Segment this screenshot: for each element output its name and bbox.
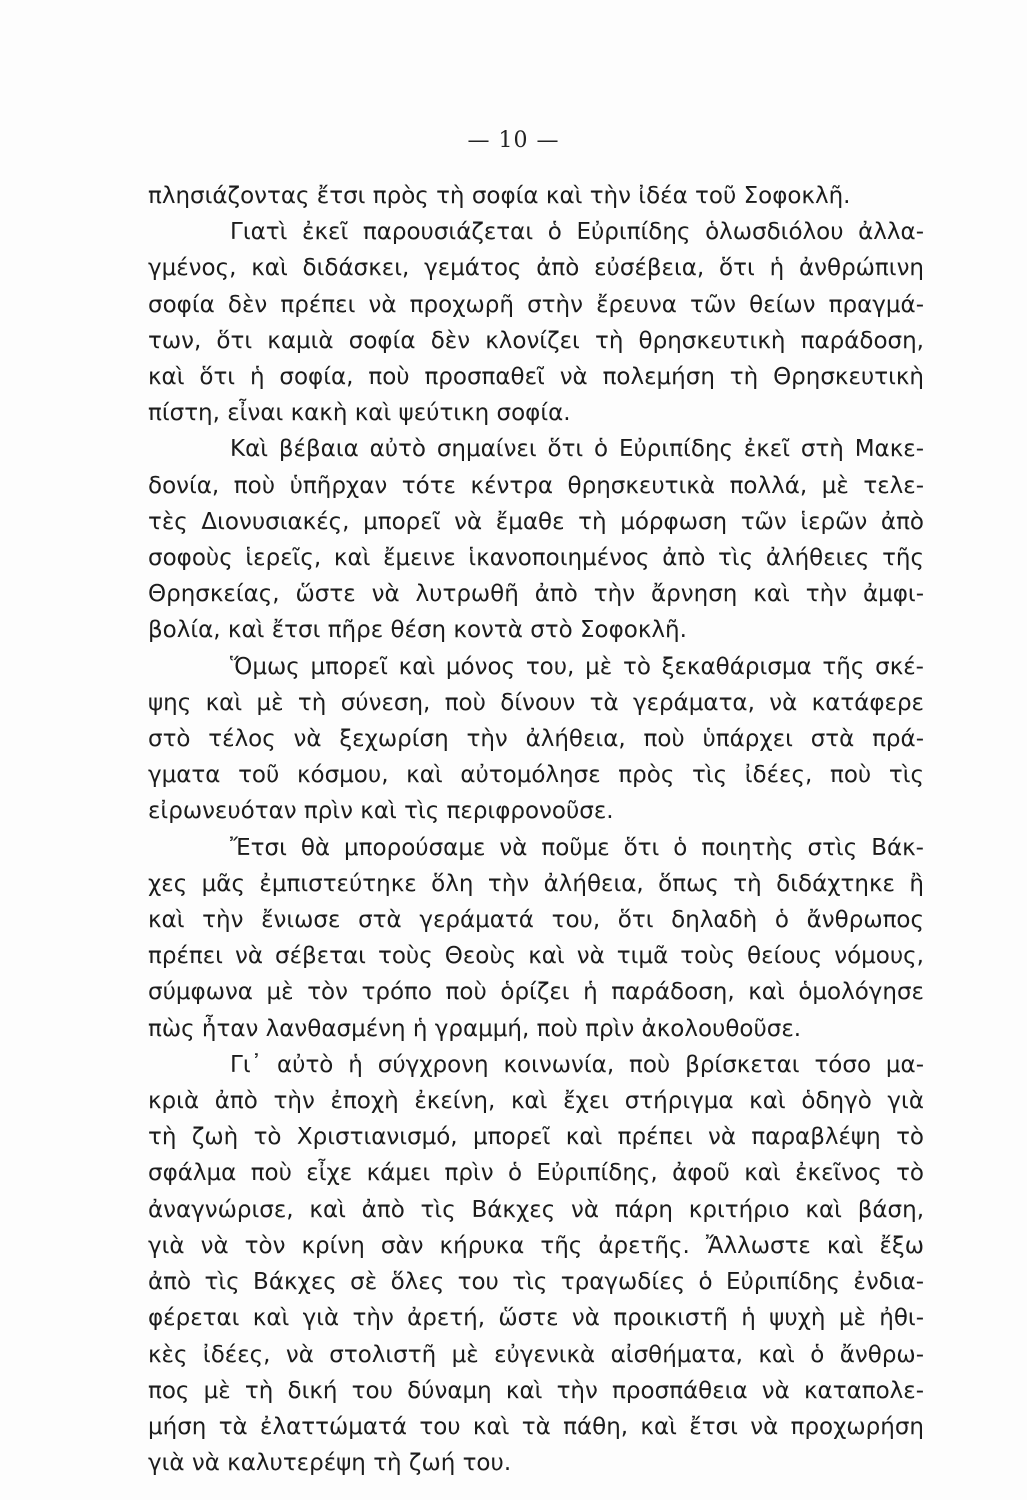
text-line: κριὰ ἀπὸ τὴν ἐποχὴ ἐκείνη, καὶ ἔχει στήριγμα καὶ ὁδηγὸ γιὰ (148, 1088, 924, 1115)
paragraph (148, 1047, 924, 1481)
text-line: φέρεται καὶ γιὰ τὴν ἀρετή, ὥστε νὰ προικιστῆ ἡ ψυχὴ μὲ ἠθι- (148, 1305, 924, 1332)
text-line: Καὶ βέβαια αὐτὸ σημαίνει ὅτι ὁ Εὐριπίδης ἐκεῖ στὴ Μακε- (230, 436, 924, 463)
text-line: Ἔτσι θὰ μπορούσαμε νὰ ποῦμε ὅτι ὁ ποιητὴς στὶς Βάκ- (230, 834, 924, 861)
text-line: σοφοὺς ἱερεῖς, καὶ ἔμεινε ἱκανοποιημένος ἀπὸ τὶς ἀλήθειες τῆς (148, 545, 924, 572)
text-line: ἀπὸ τὶς Βάκχες σὲ ὅλες του τὶς τραγωδίες ὁ Εὐριπίδης ἐνδια- (148, 1269, 924, 1296)
text-line: στὸ τέλος νὰ ξεχωρίση τὴν ἀλήθεια, ποὺ ὑπάρχει στὰ πρά- (148, 726, 924, 753)
text-line: σοφία δὲν πρέπει νὰ προχωρῆ στὴν ἔρευνα τῶν θείων πραγμά- (148, 291, 924, 318)
text-line: τὲς Διονυσιακές, μπορεῖ νὰ ἔμαθε τὴ μόρφωση τῶν ἱερῶν ἀπὸ (148, 508, 924, 535)
text-line: Ὅμως μπορεῖ καὶ μόνος του, μὲ τὸ ξεκαθάρισμα τῆς σκέ- (230, 653, 924, 680)
text-line: χες μᾶς ἐμπιστεύτηκε ὅλη τὴν ἀλήθεια, ὅπως τὴ διδάχτηκε ἢ (148, 870, 924, 897)
text-line: Γι᾿ αὐτὸ ἡ σύγχρονη κοινωνία, ποὺ βρίσκεται τόσο μα- (230, 1051, 924, 1078)
text-line: ἀναγνώρισε, καὶ ἀπὸ τὶς Βάκχες νὰ πάρη κριτήριο καὶ βάση, (148, 1196, 924, 1223)
text-line: γματα τοῦ κόσμου, καὶ αὐτομόλησε πρὸς τὶς ἰδέες, ποὺ τὶς (148, 762, 924, 789)
text-line: μήση τὰ ἐλαττώματά του καὶ τὰ πάθη, καὶ ἔτσι νὰ προχωρήση (148, 1413, 924, 1440)
text-line: καὶ ὅτι ἡ σοφία, ποὺ προσπαθεῖ νὰ πολεμήση τὴ Θρησκευτικὴ (148, 364, 924, 391)
page-number: — 10 — (467, 128, 560, 153)
text-line: σφάλμα ποὺ εἶχε κάμει πρὶν ὁ Εὐριπίδης, ἀφοῦ καὶ ἐκεῖνος τὸ (148, 1160, 924, 1187)
text-line: πρέπει νὰ σέβεται τοὺς Θεοὺς καὶ νὰ τιμᾶ τοὺς θείους νόμους, (148, 943, 924, 970)
paragraph (148, 830, 924, 1047)
paragraph (148, 649, 924, 830)
text-line: Γιατὶ ἐκεῖ παρουσιάζεται ὁ Εὐριπίδης ὁλωσδιόλου ἀλλα- (230, 219, 924, 246)
text-line: κὲς ἰδέες, νὰ στολιστῆ μὲ εὐγενικὰ αἰσθήματα, καὶ ὁ ἄνθρω- (148, 1341, 924, 1368)
text-line: γιὰ νὰ καλυτερέψη τὴ ζωή του. (148, 1450, 512, 1477)
paragraph (148, 214, 924, 431)
text-line: πλησιάζοντας ἔτσι πρὸς τὴ σοφία καὶ τὴν ἰδέα τοῦ Σοφοκλῆ. (148, 183, 851, 209)
text-line: ψης καὶ μὲ τὴ σύνεση, ποὺ δίνουν τὰ γεράματα, νὰ κατάφερε (148, 689, 924, 716)
text-line: γιὰ νὰ τὸν κρίνη σὰν κήρυκα τῆς ἀρετῆς. Ἄλλωστε καὶ ἔξω (148, 1232, 924, 1259)
text-line: δονία, ποὺ ὑπῆρχαν τότε κέντρα θρησκευτικὰ πολλά, μὲ τελε- (148, 472, 924, 499)
body-text (148, 178, 924, 1481)
paragraph (148, 178, 924, 214)
text-line: τὴ ζωὴ τὸ Χριστιανισμό, μπορεῖ καὶ πρέπει νὰ παραβλέψη τὸ (148, 1124, 924, 1151)
text-line: βολία, καὶ ἔτσι πῆρε θέση κοντὰ στὸ Σοφοκλῆ. (148, 617, 687, 644)
text-line: πὼς ἦταν λανθασμένη ἡ γραμμή, ποὺ πρὶν ἀκολουθοῦσε. (148, 1015, 802, 1042)
text-line: εἰρωνευόταν πρὶν καὶ τὶς περιφρονοῦσε. (148, 798, 614, 825)
text-line: καὶ τὴν ἔνιωσε στὰ γεράματά του, ὅτι δηλαδὴ ὁ ἄνθρωπος (148, 907, 924, 934)
text-line: γμένος, καὶ διδάσκει, γεμάτος ἀπὸ εὐσέβεια, ὅτι ἡ ἀνθρώπινη (148, 255, 924, 282)
paragraph (148, 431, 924, 648)
text-line: σύμφωνα μὲ τὸν τρόπο ποὺ ὁρίζει ἡ παράδοση, καὶ ὁμολόγησε (148, 979, 924, 1006)
text-line: πίστη, εἶναι κακὴ καὶ ψεύτικη σοφία. (148, 400, 571, 427)
text-line: των, ὅτι καμιὰ σοφία δὲν κλονίζει τὴ θρησκευτικὴ παράδοση, (148, 327, 924, 354)
text-line: πος μὲ τὴ δική του δύναμη καὶ τὴν προσπάθεια νὰ καταπολε- (148, 1377, 924, 1404)
text-line: Θρησκείας, ὥστε νὰ λυτρωθῆ ἀπὸ τὴν ἄρνηση καὶ τὴν ἀμφι- (148, 581, 924, 608)
